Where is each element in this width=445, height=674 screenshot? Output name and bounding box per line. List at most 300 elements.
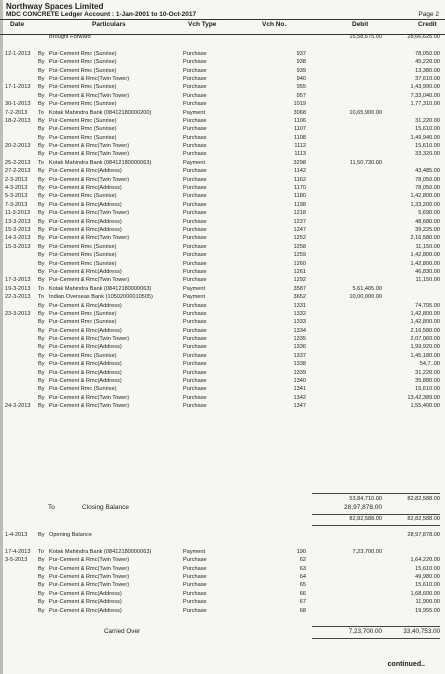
ledger-row <box>0 58 445 66</box>
row-credit: 1,42,800.00 <box>410 260 440 267</box>
ledger-row <box>0 75 445 83</box>
row-date: 23-3-2013 <box>5 310 31 317</box>
row-credit: 54,7..00 <box>419 361 440 368</box>
row-credit: 74,705.00 <box>415 302 440 309</box>
row-debit: 7,23,700.00 <box>352 548 382 555</box>
ledger-row <box>0 573 445 581</box>
row-credit: 1,42,800.00 <box>410 252 440 259</box>
row-vch-type: Purchase <box>183 92 207 99</box>
col-debit: Debit <box>352 21 369 28</box>
row-vch-type: Purchase <box>183 243 207 250</box>
row-vch-type: Purchase <box>183 134 207 141</box>
row-credit: 15,610.00 <box>415 126 440 133</box>
row-credit: 5,690.00 <box>418 210 440 217</box>
row-credit: 1,42,800.00 <box>410 310 440 317</box>
row-vch-type: Purchase <box>183 260 207 267</box>
row-date: 19-3-2013 <box>5 285 31 292</box>
row-vch-type: Purchase <box>183 386 207 393</box>
row-to-by: By <box>38 369 45 376</box>
row-to-by: By <box>38 101 45 108</box>
row-particulars: Pur-Cement Rmc (Sunrise) <box>49 134 117 141</box>
row-vch-type: Purchase <box>183 327 207 334</box>
row-vch-no: 1347 <box>293 403 306 410</box>
row-vch-type: Purchase <box>183 369 207 376</box>
row-vch-no: 1198 <box>293 201 306 208</box>
ledger-row <box>0 369 445 377</box>
row-credit: 1,77,310.00 <box>410 101 440 108</box>
col-credit: Credit <box>418 21 437 28</box>
row-particulars: Pur-Cement Rmc (Sunrise) <box>49 101 117 108</box>
row-credit: 28,97,878.00 <box>407 532 440 538</box>
row-vch-type: Payment <box>183 109 206 116</box>
row-vch-no: 1331 <box>293 302 306 309</box>
row-vch-type: Purchase <box>183 151 207 158</box>
ledger-row <box>0 539 445 547</box>
row-vch-no: 1261 <box>293 268 306 275</box>
row-date: 17-4-2013 <box>5 548 31 555</box>
row-vch-no: 1237 <box>293 218 306 225</box>
row-credit: 1,33,200.00 <box>410 201 440 208</box>
ledger-row <box>0 352 445 360</box>
row-vch-no: 940 <box>296 75 306 82</box>
row-vch-no: 1107 <box>293 126 306 133</box>
row-credit: 15,610.00 <box>415 386 440 393</box>
col-particulars: Particulars <box>92 21 126 28</box>
ledger-row <box>0 310 445 318</box>
ledger-row <box>0 92 445 100</box>
row-credit: 28,66,625.00 <box>407 34 440 40</box>
ledger-row <box>0 260 445 268</box>
row-to-by: By <box>38 67 45 74</box>
row-particulars: Pur-Cement Rmc (Sunrise) <box>49 386 117 393</box>
row-particulars: Pur-Cement & Rmc(Twin Tower) <box>49 394 130 401</box>
row-vch-type: Purchase <box>183 607 207 614</box>
row-vch-type: Purchase <box>183 101 207 108</box>
row-vch-type: Purchase <box>183 302 207 309</box>
ledger-row <box>0 209 445 217</box>
row-credit: 49,980.00 <box>415 573 440 580</box>
row-to-by: By <box>38 218 45 225</box>
row-date: 15-3-2013 <box>5 226 31 233</box>
row-credit: 39,225.00 <box>415 226 440 233</box>
row-vch-type: Purchase <box>183 210 207 217</box>
row-vch-no: 190 <box>296 548 306 555</box>
row-credit: 46,830.00 <box>415 268 440 275</box>
row-date: 27-2-2013 <box>5 168 31 175</box>
row-date: 22-3-2013 <box>5 294 31 301</box>
row-credit: 2,07,060.00 <box>410 336 440 343</box>
row-vch-type: Purchase <box>183 336 207 343</box>
row-credit: 31,220.00 <box>415 369 440 376</box>
row-particulars: Pur-Cement Rmc (Sunrise) <box>49 319 117 326</box>
row-vch-no: 1336 <box>293 344 306 351</box>
ledger-subtitle: MDC CONCRETE Ledger Account : 1-Jan-2001 to 10-Oct-2017 <box>6 11 197 18</box>
row-vch-no: 62 <box>299 557 306 564</box>
ledger-row <box>0 251 445 259</box>
row-to-by: By <box>38 235 45 242</box>
closing-label: Closing Balance <box>82 504 129 511</box>
ledger-row <box>0 125 445 133</box>
row-vch-type: Purchase <box>183 319 207 326</box>
row-debit: 11,50,730.00 <box>349 159 382 166</box>
row-to-by: By <box>38 126 45 133</box>
ledger-row <box>0 201 445 209</box>
ledger-rows-continued <box>0 531 445 615</box>
row-vch-no: 1259 <box>293 252 306 259</box>
ledger-row <box>0 67 445 75</box>
row-to-by: By <box>38 143 45 150</box>
row-date: 20-2-2013 <box>5 143 31 150</box>
row-to-by: By <box>38 344 45 351</box>
row-vch-no: 1113 <box>294 151 306 158</box>
row-vch-type: Payment <box>183 285 206 292</box>
page-number: Page 2 <box>418 11 439 18</box>
row-to-by: By <box>38 557 45 564</box>
col-vch-no: Vch No. <box>262 21 287 28</box>
row-vch-type: Purchase <box>183 310 207 317</box>
carried-rule-bottom <box>312 638 440 639</box>
row-vch-no: 1333 <box>293 319 306 326</box>
total-credit: 82,82,588.00 <box>407 496 440 502</box>
ledger-row <box>0 377 445 385</box>
row-credit: 78,050.00 <box>415 50 440 57</box>
row-to-by: By <box>38 352 45 359</box>
row-to-by: By <box>38 168 45 175</box>
row-vch-no: 1339 <box>293 369 306 376</box>
row-credit: 13,380.00 <box>415 67 440 74</box>
ledger-row <box>0 134 445 142</box>
ledger-row <box>0 142 445 150</box>
grand-total-debit: 82,82,588.00 <box>349 516 382 522</box>
closing-toby: To <box>48 504 55 511</box>
row-credit: 11,150.00 <box>415 277 440 284</box>
row-vch-no: 1106 <box>293 117 306 124</box>
row-vch-type: Purchase <box>183 582 207 589</box>
row-to-by: To <box>38 285 44 292</box>
ledger-row <box>0 276 445 284</box>
row-particulars: Pur-Cement Rmc (Sunrise) <box>49 59 117 66</box>
row-vch-no: 65 <box>299 582 306 589</box>
row-to-by: By <box>38 201 45 208</box>
row-credit: 35,880.00 <box>415 378 440 385</box>
grand-total-credit: 82,82,588.00 <box>407 516 440 522</box>
row-vch-no: 937 <box>296 50 306 57</box>
row-to-by: By <box>38 394 45 401</box>
row-date: 25-2-2013 <box>5 159 31 166</box>
row-vch-no: 1180 <box>293 193 306 200</box>
row-date: 30-1-2013 <box>5 101 31 108</box>
ledger-row <box>0 218 445 226</box>
row-credit: 1,68,600.00 <box>410 590 440 597</box>
row-particulars: Pur-Cement & Rmc(Twin Tower) <box>49 565 130 572</box>
row-date: 2-3-2013 <box>5 176 28 183</box>
row-particulars: Pur-Cement & Rmc(Twin Tower) <box>49 176 130 183</box>
row-particulars: Pur-Cement & Rmc(Twin Tower) <box>49 582 130 589</box>
row-vch-no: 1292 <box>293 277 306 284</box>
row-vch-no: 68 <box>299 607 306 614</box>
ledger-row <box>0 531 445 539</box>
ledger-row <box>0 41 445 49</box>
row-to-by: By <box>38 582 45 589</box>
row-credit: 19,955.00 <box>415 607 440 614</box>
row-credit: 45,220.00 <box>415 59 440 66</box>
row-particulars: Pur-Cement & Rmc(Twin Tower) <box>49 336 130 343</box>
row-debit: 15,58,675.00 <box>349 34 382 40</box>
row-to-by: By <box>38 268 45 275</box>
row-particulars: Pur-Cement Rmc (Sunrise) <box>49 67 117 74</box>
ledger-row <box>0 590 445 598</box>
ledger-row <box>0 581 445 589</box>
ledger-row <box>0 243 445 251</box>
carried-over-row <box>0 628 445 636</box>
row-vch-type: Payment <box>183 548 206 555</box>
row-vch-no: 64 <box>299 573 306 580</box>
total-rule-top <box>312 493 440 494</box>
row-particulars: Pur-Cement & Rmc(Twin Tower) <box>49 151 130 158</box>
row-vch-type: Purchase <box>183 252 207 259</box>
row-credit: 1,49,940.00 <box>410 134 440 141</box>
row-vch-type: Purchase <box>183 218 207 225</box>
row-credit: 1,42,800.00 <box>410 319 440 326</box>
total-debit: 53,84,710.00 <box>349 496 382 502</box>
row-vch-type: Purchase <box>183 226 207 233</box>
row-date: 5-3-2013 <box>5 193 28 200</box>
row-particulars: Pur-Cement Rmc (Sunrise) <box>49 252 117 259</box>
row-to-by: To <box>38 548 44 555</box>
row-debit: 5,61,405.00 <box>352 285 382 292</box>
row-date: 24-3-2013 <box>5 403 31 410</box>
row-to-by: By <box>38 50 45 57</box>
company-name: Northway Spaces Limited <box>6 2 104 11</box>
ledger-row <box>0 184 445 192</box>
ledger-row <box>0 318 445 326</box>
ledger-row <box>0 176 445 184</box>
row-particulars: Pur-Cement Rmc (Sunrise) <box>49 50 117 57</box>
row-particulars: Pur-Cement & Rmc(Twin Tower) <box>49 557 130 564</box>
row-credit: 15,610.00 <box>415 143 440 150</box>
row-to-by: By <box>38 319 45 326</box>
ledger-row <box>0 33 445 41</box>
row-credit: 2,16,580.00 <box>410 235 440 242</box>
row-vch-type: Purchase <box>183 201 207 208</box>
row-vch-type: Purchase <box>183 235 207 242</box>
ledger-row <box>0 402 445 410</box>
row-to-by: By <box>38 361 45 368</box>
row-to-by: By <box>38 226 45 233</box>
row-to-by: By <box>38 210 45 217</box>
row-particulars: Pur-Cement & Rmc(Address) <box>49 369 122 376</box>
ledger-row <box>0 285 445 293</box>
ledger-row <box>0 50 445 58</box>
ledger-row <box>0 548 445 556</box>
ledger-row <box>0 607 445 615</box>
row-vch-no: 1112 <box>294 143 306 150</box>
row-vch-type: Purchase <box>183 193 207 200</box>
row-vch-no: 1335 <box>293 336 306 343</box>
ledger-row <box>0 83 445 91</box>
row-date: 11-3-2013 <box>5 210 31 217</box>
row-vch-type: Purchase <box>183 117 207 124</box>
ledger-row <box>0 117 445 125</box>
row-date: 7-2-2013 <box>5 109 28 116</box>
row-vch-no: 1258 <box>293 243 306 250</box>
row-date: 17-1-2013 <box>5 84 31 91</box>
ledger-row <box>0 109 445 117</box>
row-particulars: Pur-Cement & Rmc(Address) <box>49 344 122 351</box>
col-vch-type: Vch Type <box>188 21 217 28</box>
row-particulars: Pur-Cement & Rmc(Address) <box>49 607 122 614</box>
row-date: 14-3-2013 <box>5 235 31 242</box>
row-vch-no: 938 <box>296 59 306 66</box>
row-vch-type: Purchase <box>183 378 207 385</box>
row-vch-type: Payment <box>183 159 206 166</box>
ledger-row <box>0 556 445 564</box>
row-particulars: Pur-Cement & Rmc(Address) <box>49 268 122 275</box>
ledger-row <box>0 394 445 402</box>
row-vch-no: 957 <box>296 92 306 99</box>
closing-row <box>0 504 445 512</box>
row-vch-type: Purchase <box>183 573 207 580</box>
row-particulars: Pur-Cement Rmc (Sunrise) <box>49 193 117 200</box>
row-credit: 1,99,920.00 <box>410 344 440 351</box>
row-to-by: By <box>38 252 45 259</box>
row-date: 3-5-2013 <box>5 557 28 564</box>
row-vch-no: 67 <box>299 599 306 606</box>
row-particulars: Pur-Cement & Rmc(Address) <box>49 302 122 309</box>
row-date: 15-3-2013 <box>5 243 31 250</box>
row-credit: 43,485.00 <box>415 168 440 175</box>
row-vch-type: Payment <box>183 294 206 301</box>
row-vch-type: Purchase <box>183 557 207 564</box>
row-to-by: By <box>38 193 45 200</box>
row-to-by: To <box>38 159 44 166</box>
row-debit: 10,65,900.00 <box>349 109 382 116</box>
row-vch-type: Purchase <box>183 277 207 284</box>
row-particulars: Pur-Cement & Rmc(Address) <box>49 361 122 368</box>
row-to-by: By <box>38 92 45 99</box>
carried-credit: 33,40,753.00 <box>403 628 440 635</box>
row-to-by: By <box>38 573 45 580</box>
row-date: 13-3-2013 <box>5 218 31 225</box>
ledger-row <box>0 335 445 343</box>
row-vch-no: 1342 <box>293 394 306 401</box>
row-credit: 15,610.00 <box>415 565 440 572</box>
row-to-by: By <box>38 532 45 538</box>
row-credit: 7,33,040.00 <box>410 92 440 99</box>
row-vch-type: Purchase <box>183 268 207 275</box>
row-credit: 78,050.00 <box>415 176 440 183</box>
total-rule-bottom <box>312 525 440 526</box>
row-credit: 1,42,800.00 <box>410 193 440 200</box>
row-vch-no: 1338 <box>293 361 306 368</box>
row-credit: 2,16,580.00 <box>410 327 440 334</box>
row-date: 7-3-2013 <box>5 201 28 208</box>
closing-debit: 28,97,878.00 <box>344 504 382 511</box>
row-particulars: Brought Forward <box>49 34 91 40</box>
row-to-by: By <box>38 117 45 124</box>
carried-debit: 7,23,700.00 <box>348 628 382 635</box>
row-to-by: By <box>38 590 45 597</box>
row-vch-type: Purchase <box>183 168 207 175</box>
row-to-by: By <box>38 378 45 385</box>
row-vch-no: 3068 <box>293 109 306 116</box>
ledger-row <box>0 327 445 335</box>
row-vch-type: Purchase <box>183 394 207 401</box>
row-date: 17-3-2013 <box>5 277 31 284</box>
row-particulars: Pur-Cement & Rmc(Address) <box>49 226 122 233</box>
row-to-by: By <box>38 134 45 141</box>
row-vch-no: 3587 <box>293 285 306 292</box>
row-to-by: To <box>38 294 44 301</box>
row-particulars: Pur-Cement & Rmc(Address) <box>49 599 122 606</box>
row-vch-type: Purchase <box>183 403 207 410</box>
row-vch-no: 1252 <box>293 235 306 242</box>
row-to-by: By <box>38 243 45 250</box>
ledger-row <box>0 226 445 234</box>
row-date: 12-1-2013 <box>5 50 31 57</box>
row-credit: 1,45,180.00 <box>410 352 440 359</box>
row-vch-type: Purchase <box>183 352 207 359</box>
row-vch-no: 1260 <box>293 260 306 267</box>
row-to-by: By <box>38 84 45 91</box>
row-vch-type: Purchase <box>183 59 207 66</box>
ledger-row <box>0 150 445 158</box>
row-to-by: By <box>38 185 45 192</box>
row-particulars: Indian Overseas Bank (10502000010505) <box>49 294 153 301</box>
row-vch-type: Purchase <box>183 599 207 606</box>
row-particulars: Kotak Mahindra Bank (08412180000063) <box>49 285 152 292</box>
row-particulars: Pur-Cement & Rmc(Address) <box>49 378 122 385</box>
row-to-by: By <box>38 599 45 606</box>
row-particulars: Pur-Cement Rmc (Sunrise) <box>49 310 117 317</box>
row-particulars: Pur-Cement & Rmc(Address) <box>49 201 122 208</box>
ledger-row <box>0 343 445 351</box>
row-credit: 15,610.00 <box>415 582 440 589</box>
row-particulars: Kotak Mahindra Bank (08412180000200) <box>49 109 152 116</box>
row-vch-type: Purchase <box>183 50 207 57</box>
ledger-row <box>0 167 445 175</box>
row-vch-no: 1337 <box>293 352 306 359</box>
row-vch-type: Purchase <box>183 176 207 183</box>
col-date: Date <box>10 21 25 28</box>
row-particulars: Pur-Cement & Rmc(Twin Tower) <box>49 235 130 242</box>
row-vch-no: 3298 <box>293 159 306 166</box>
row-particulars: Pur-Cement & Rmc(Address) <box>49 168 122 175</box>
row-to-by: By <box>38 277 45 284</box>
ledger-row <box>0 293 445 301</box>
ledger-row <box>0 302 445 310</box>
row-to-by: By <box>38 565 45 572</box>
carried-label: Carried Over <box>104 628 141 635</box>
row-particulars: Pur-Cement Rmc (Sunrise) <box>49 84 117 91</box>
row-date: 18-2-2013 <box>5 117 31 124</box>
row-particulars: Pur-Cement & Rmc(Address) <box>49 185 122 192</box>
row-date: 1-4-2013 <box>5 532 28 538</box>
row-to-by: By <box>38 336 45 343</box>
row-vch-type: Purchase <box>183 565 207 572</box>
row-to-by: By <box>38 403 45 410</box>
row-particulars: Pur-Cement Rmc (Sunrise) <box>49 352 117 359</box>
totals-row <box>0 495 445 503</box>
row-vch-no: 1334 <box>293 327 306 334</box>
row-vch-type: Purchase <box>183 344 207 351</box>
row-vch-no: 955 <box>296 84 306 91</box>
row-vch-no: 66 <box>299 590 306 597</box>
row-to-by: By <box>38 59 45 66</box>
row-to-by: By <box>38 607 45 614</box>
row-vch-no: 1170 <box>293 185 306 192</box>
row-vch-type: Purchase <box>183 126 207 133</box>
